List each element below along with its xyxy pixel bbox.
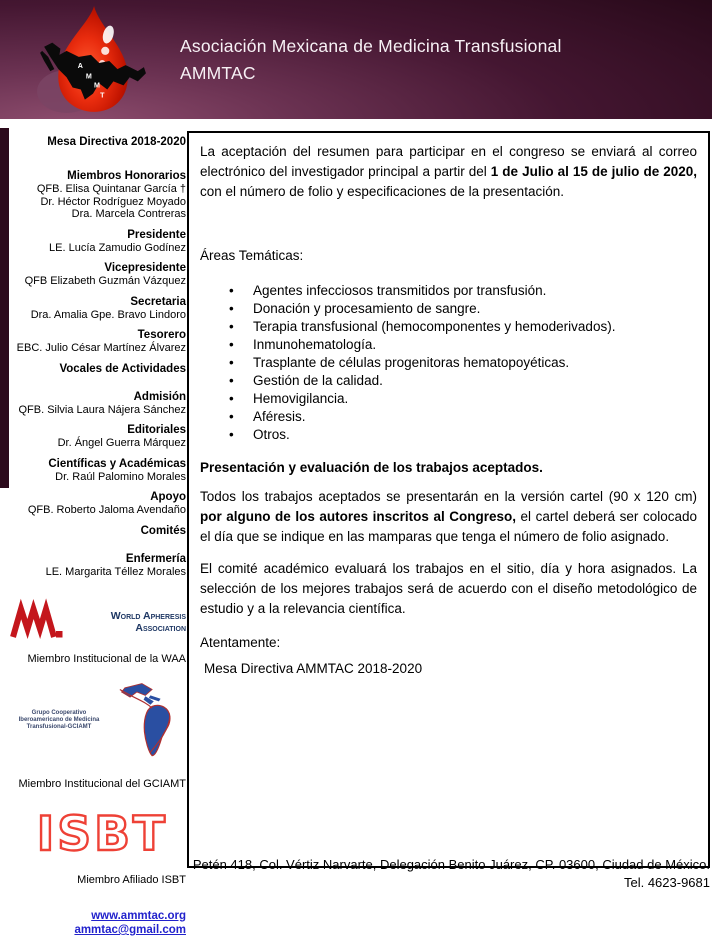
area-item: • Trasplante de células progenitoras hematopoyéticas. xyxy=(200,354,697,372)
board-section xyxy=(10,329,186,355)
footer xyxy=(193,856,710,892)
contact-links xyxy=(10,909,186,937)
footer-phone: Tel. 4623-9681 xyxy=(623,875,710,890)
logo-letter: A xyxy=(77,62,83,71)
board-section xyxy=(10,262,186,288)
gciamt-map-icon xyxy=(108,675,186,765)
board-section xyxy=(10,491,186,517)
gciamt-logo-text: Grupo Cooperativo Iberoamericano de Medicina Transfusional-GCIAMT xyxy=(18,709,100,730)
board-sections xyxy=(10,170,186,578)
board-member-name: EBC. Julio César Martínez Álvarez xyxy=(16,342,186,354)
board-member-name: QFB. Elisa Quintanar García † xyxy=(36,183,186,195)
board-section xyxy=(10,553,186,579)
board-section xyxy=(10,296,186,322)
board-role: Apoyo xyxy=(150,491,186,503)
board-member-name: Dra. Marcela Contreras xyxy=(71,208,186,220)
acceptance-dates: 1 de Julio al 15 de julio de 2020, xyxy=(490,164,697,179)
acceptance-text-end: con el número de folio y especificaciones de la presentación. xyxy=(200,184,564,199)
area-item: • Inmunohematología. xyxy=(200,336,697,354)
board-title: Mesa Directiva 2018-2020 xyxy=(47,136,186,148)
board-role: Presidente xyxy=(127,228,186,241)
poster-authors-bold: por alguno de los autores inscritos al Congreso, xyxy=(200,509,516,524)
area-item: • Terapia transfusional (hemocomponentes y hemoderivados). xyxy=(200,318,697,336)
board-role: Enfermería xyxy=(125,552,186,565)
board-role: Vicepresidente xyxy=(104,262,186,274)
waa-logo xyxy=(10,604,186,640)
org-title: Asociación Mexicana de Medicina Transfusional xyxy=(180,36,562,56)
board-member-name: QFB. Roberto Jaloma Avendaño xyxy=(27,504,186,516)
header-titles xyxy=(180,33,562,87)
board-member-name: Dr. Héctor Rodríguez Moyado xyxy=(40,195,186,208)
content-box xyxy=(187,131,710,868)
board-member-name: QFB Elizabeth Guzmán Vázquez xyxy=(24,275,186,287)
gciamt-membership-label: Miembro Institucional del GCIAMT xyxy=(18,778,186,790)
ammtac-blood-drop-logo-icon xyxy=(36,4,148,118)
board-section xyxy=(10,391,186,417)
board-member-name: LE. Lucía Zamudio Godínez xyxy=(49,241,186,254)
board-member-name: QFB. Silvia Laura Nájera Sánchez xyxy=(18,403,186,416)
poster-paragraph xyxy=(200,487,697,547)
footer-address: Petén 418, Col. Vértiz Narvarte, Delegación Benito Juárez, CP. 03600, Ciudad de México. xyxy=(192,857,710,872)
board-section xyxy=(10,424,186,450)
closing-label: Atentamente: xyxy=(200,635,281,650)
board-member-name: Dr. Ángel Guerra Márquez xyxy=(57,437,186,449)
isbt-logo-text: ISBT xyxy=(36,807,168,862)
left-accent-bar xyxy=(0,128,9,488)
board-section xyxy=(10,363,186,376)
board-section xyxy=(10,229,186,255)
logo-letter: M xyxy=(85,72,92,81)
poster-text-end: el cartel deberá ser colocado el día que se indique en las mamparas que tenga el número de folio asignado. xyxy=(200,509,697,544)
board-section xyxy=(10,458,186,484)
acceptance-text-start: La aceptación del resumen para participar en el congreso se enviará al correo electrónico del investigador principal a partir del xyxy=(200,144,697,179)
area-item: • Agentes infecciosos transmitidos por transfusión. xyxy=(200,282,697,300)
logo-letter: M xyxy=(94,81,100,90)
board-section xyxy=(10,170,186,221)
area-item: • Aféresis. xyxy=(200,408,697,426)
logo-letter: T xyxy=(100,91,105,100)
waa-mark-icon xyxy=(10,604,66,640)
header xyxy=(0,0,712,119)
board-role: Secretaria xyxy=(130,295,186,308)
board-member-name: Dra. Amalia Gpe. Bravo Lindoro xyxy=(30,308,186,321)
waa-membership-label: Miembro Institucional de la WAA xyxy=(27,653,186,665)
board-role: Comités xyxy=(140,524,186,537)
areas-heading: Áreas Temáticas: xyxy=(200,248,304,263)
board-role: Científicas y Académicas xyxy=(48,457,186,470)
poster-text-start: Todos los trabajos aceptados se presentarán en la versión cartel (90 x 120 cm) xyxy=(200,489,697,504)
board-role: Admisión xyxy=(133,390,186,403)
area-item: • Donación y procesamiento de sangre. xyxy=(200,300,697,318)
area-item: • Otros. xyxy=(200,426,697,444)
board-member-name: Dr. Raúl Palomino Morales xyxy=(55,470,186,483)
closing-signature: Mesa Directiva AMMTAC 2018-2020 xyxy=(204,661,423,676)
website-link[interactable]: www.ammtac.org xyxy=(91,910,186,922)
board-role: Miembros Honorarios xyxy=(67,170,186,182)
org-acronym: AMMTAC xyxy=(180,63,256,83)
board-role: Editoriales xyxy=(127,424,186,436)
board-member-name: LE. Margarita Téllez Morales xyxy=(45,565,186,578)
isbt-membership-label: Miembro Afiliado ISBT xyxy=(77,874,186,886)
board-section xyxy=(10,525,186,538)
area-item: • Gestión de la calidad. xyxy=(200,372,697,390)
presentation-heading: Presentación y evaluación de los trabajos aceptados. xyxy=(200,460,543,475)
acceptance-paragraph xyxy=(200,142,697,202)
isbt-logo xyxy=(10,809,186,861)
waa-logo-text: World Apheresis Association xyxy=(110,610,186,634)
areas-list xyxy=(200,282,697,444)
board-role: Tesorero xyxy=(137,329,186,341)
sidebar xyxy=(10,136,186,937)
board-role: Vocales de Actividades xyxy=(59,362,186,375)
committee-paragraph: El comité académico evaluará los trabajos en el sitio, día y hora asignados. La selección de los mejores trabajos será de acuerdo con el diseño metodológico de estudio y a la relevancia científica. xyxy=(200,561,697,616)
email-link[interactable]: ammtac@gmail.com xyxy=(74,924,186,936)
area-item: • Hemovigilancia. xyxy=(200,390,697,408)
gciamt-logo xyxy=(10,675,186,765)
